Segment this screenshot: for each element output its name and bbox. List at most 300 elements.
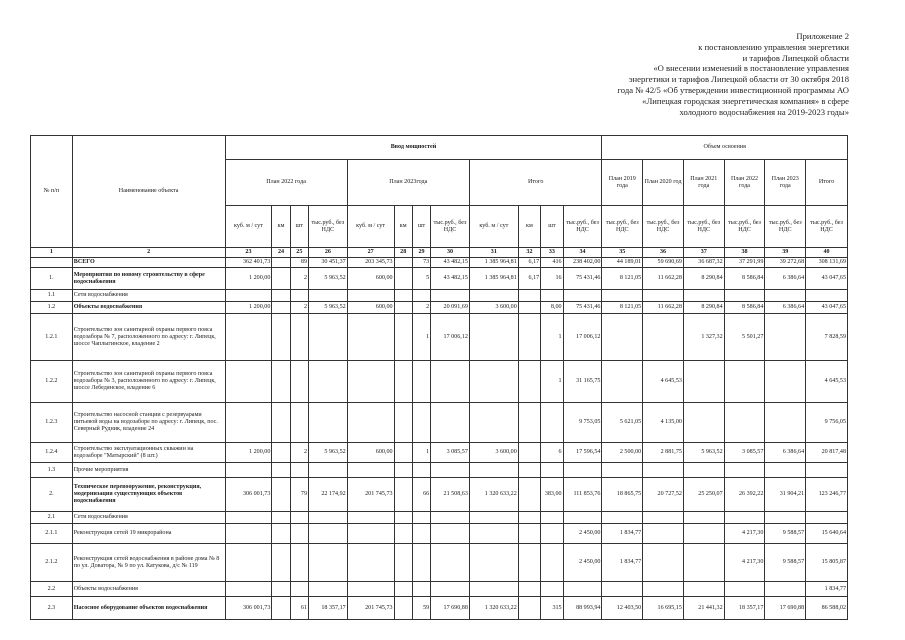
col-number: 27 <box>347 248 394 258</box>
table-cell: 3 600,00 <box>469 302 518 314</box>
table-cell <box>683 361 724 403</box>
table-cell <box>394 258 412 268</box>
table-cell <box>412 290 430 302</box>
table-cell <box>309 403 348 443</box>
table-row <box>31 403 848 443</box>
table-cell <box>225 314 272 361</box>
table-cell: 6,17 <box>518 268 540 290</box>
col-number: 28 <box>394 248 412 258</box>
table-cell <box>563 463 602 478</box>
table-cell <box>602 361 643 403</box>
table-cell <box>683 544 724 582</box>
table-cell <box>394 582 412 597</box>
table-cell <box>469 512 518 524</box>
table-cell: 12 403,50 <box>602 597 643 620</box>
row-number: 1.2.4 <box>31 443 73 463</box>
col-number: 23 <box>225 248 272 258</box>
unit-kub: куб. м / сут <box>347 206 394 248</box>
table-cell <box>518 512 540 524</box>
header-line: к постановлению управления энергетики <box>698 41 849 52</box>
table-cell: 18 357,17 <box>309 597 348 620</box>
col-header-plan2023-volume: План 2023 года <box>765 160 806 206</box>
table-cell: 600,00 <box>347 302 394 314</box>
col-header-itogo: Итого <box>469 160 602 206</box>
table-cell <box>541 290 563 302</box>
investment-table <box>30 135 848 620</box>
table-cell: 39 272,68 <box>765 258 806 268</box>
table-cell <box>765 512 806 524</box>
table-cell: 75 431,46 <box>563 268 602 290</box>
table-cell: 17 596,54 <box>563 443 602 463</box>
table-cell <box>394 597 412 620</box>
table-cell <box>272 403 290 443</box>
table-cell <box>602 582 643 597</box>
table-cell <box>602 463 643 478</box>
unit-rub: тыс.руб., без НДС <box>724 206 765 248</box>
table-cell <box>643 314 684 361</box>
table-row <box>31 582 848 597</box>
table-cell: 6 386,64 <box>765 268 806 290</box>
table-cell: 9 756,05 <box>806 403 848 443</box>
table-cell: 3 085,57 <box>431 443 470 463</box>
object-name: Прочие мероприятия <box>72 463 225 478</box>
table-cell: 8 121,05 <box>602 268 643 290</box>
unit-rub: тыс.руб., без НДС <box>806 206 848 248</box>
table-cell: 37 291,99 <box>724 258 765 268</box>
table-cell: 31 904,21 <box>765 478 806 512</box>
table-cell: 1 834,77 <box>602 544 643 582</box>
table-row <box>31 597 848 620</box>
col-number: 30 <box>431 248 470 258</box>
table-cell: 8 586,84 <box>724 268 765 290</box>
table-cell <box>765 361 806 403</box>
header-line: «О внесении изменений в постановление управления <box>653 63 849 74</box>
table-cell: 2 500,00 <box>602 443 643 463</box>
table-cell <box>518 302 540 314</box>
table-cell <box>724 290 765 302</box>
table-cell: 306 001,73 <box>225 478 272 512</box>
table-cell <box>806 512 848 524</box>
table-cell: 1 <box>412 443 430 463</box>
table-cell <box>290 361 308 403</box>
table-cell <box>290 512 308 524</box>
table-row <box>31 258 848 268</box>
table-cell <box>518 478 540 512</box>
object-name: Строительство насосной станции с резервуарами питьевой воды на водозаборе по адресу: г. Липецк, пос. Северный Рудник, владение 24 <box>72 403 225 443</box>
col-number: 40 <box>806 248 848 258</box>
table-cell: 8 290,84 <box>683 302 724 314</box>
table-cell <box>602 290 643 302</box>
table-cell: 1 385 964,81 <box>469 258 518 268</box>
table-cell <box>683 512 724 524</box>
table-row <box>31 478 848 512</box>
table-cell: 8 586,84 <box>724 302 765 314</box>
table-cell <box>394 443 412 463</box>
table-cell <box>309 463 348 478</box>
table-cell: 43 047,65 <box>806 268 848 290</box>
table-cell <box>683 403 724 443</box>
table-cell: 1 <box>412 314 430 361</box>
object-name: Строительство зон санитарной охраны первого пояса водозабора № 3, расположенного по адресу: г. Липецк, шоссе Лебедянское, владение 6 <box>72 361 225 403</box>
col-header-capacity: Ввод мощностей <box>225 136 602 160</box>
table-cell <box>806 463 848 478</box>
table-cell <box>394 314 412 361</box>
investment-table-wrapper <box>30 135 848 640</box>
table-cell: 9 753,05 <box>563 403 602 443</box>
table-cell <box>469 314 518 361</box>
table-cell: 600,00 <box>347 268 394 290</box>
table-cell <box>272 290 290 302</box>
table-cell <box>225 361 272 403</box>
table-cell <box>394 478 412 512</box>
table-cell: 7 828,59 <box>806 314 848 361</box>
table-cell <box>643 290 684 302</box>
col-number: 1 <box>31 248 73 258</box>
table-cell <box>272 478 290 512</box>
row-number: 2.1.2 <box>31 544 73 582</box>
table-cell: 21 508,63 <box>431 478 470 512</box>
table-cell: 2 450,00 <box>563 544 602 582</box>
table-cell <box>518 463 540 478</box>
table-cell <box>431 524 470 544</box>
table-cell: 4 217,30 <box>724 544 765 582</box>
table-cell <box>431 582 470 597</box>
unit-sht: шт <box>290 206 308 248</box>
object-name: Реконструкция сетей водоснабжения в районе дома № 8 по ул. Доватора, № 9 по ул. Катукова, д/с № 119 <box>72 544 225 582</box>
table-cell <box>541 463 563 478</box>
table-cell <box>394 361 412 403</box>
row-number: 1.1 <box>31 290 73 302</box>
table-cell: 2 881,75 <box>643 443 684 463</box>
table-cell <box>431 403 470 443</box>
table-cell <box>412 361 430 403</box>
table-cell <box>563 512 602 524</box>
unit-kub: куб. м / сут <box>225 206 272 248</box>
table-row <box>31 544 848 582</box>
object-name: Насосное оборудование объектов водоснабжения <box>72 597 225 620</box>
table-cell: 18 865,75 <box>602 478 643 512</box>
table-cell <box>518 361 540 403</box>
table-cell <box>518 582 540 597</box>
table-cell: 315 <box>541 597 563 620</box>
object-name: ВСЕГО <box>72 258 225 268</box>
table-cell <box>309 314 348 361</box>
table-cell: 1 200,00 <box>225 443 272 463</box>
table-cell <box>394 524 412 544</box>
table-cell <box>431 512 470 524</box>
table-cell <box>518 314 540 361</box>
table-cell <box>541 524 563 544</box>
col-header-plan2022-volume: План 2022 года <box>724 160 765 206</box>
row-number: 2.1 <box>31 512 73 524</box>
table-cell: 5 621,05 <box>602 403 643 443</box>
table-cell: 383,00 <box>541 478 563 512</box>
table-cell <box>765 582 806 597</box>
table-cell <box>347 463 394 478</box>
table-row <box>31 463 848 478</box>
object-name: Реконструкция сетей 19 микрорайона <box>72 524 225 544</box>
table-cell: 1 200,00 <box>225 302 272 314</box>
table-cell <box>347 290 394 302</box>
object-name: Сети водоснабжения <box>72 290 225 302</box>
unit-rub: тыс.руб., без НДС <box>765 206 806 248</box>
col-header-plan2021: План 2021 года <box>683 160 724 206</box>
table-cell: 123 246,77 <box>806 478 848 512</box>
table-cell <box>412 463 430 478</box>
row-number <box>31 258 73 268</box>
table-cell: 3 600,00 <box>469 443 518 463</box>
table-cell: 75 431,46 <box>563 302 602 314</box>
object-name: Строительство эксплуатационных скважин на водозаборе "Матырский" (8 шт.) <box>72 443 225 463</box>
table-cell <box>272 463 290 478</box>
table-cell <box>765 403 806 443</box>
table-cell <box>347 361 394 403</box>
table-cell <box>225 512 272 524</box>
col-header-plan2019: План 2019 года <box>602 160 643 206</box>
col-header-itogo-volume: Итого <box>806 160 848 206</box>
object-name: Строительство зон санитарной охраны первого пояса водозабора № 7, расположенного по адресу: г. Липецк, шоссе Чаплыгинское, владение 2 <box>72 314 225 361</box>
table-cell <box>347 524 394 544</box>
table-cell: 26 392,22 <box>724 478 765 512</box>
col-number: 29 <box>412 248 430 258</box>
table-cell <box>309 582 348 597</box>
table-cell <box>541 512 563 524</box>
table-cell: 2 <box>290 302 308 314</box>
unit-sht: шт <box>412 206 430 248</box>
table-cell <box>272 512 290 524</box>
row-number: 1.2.3 <box>31 403 73 443</box>
table-cell: 203 345,73 <box>347 258 394 268</box>
table-cell <box>347 403 394 443</box>
table-cell: 79 <box>290 478 308 512</box>
table-cell: 4 645,53 <box>806 361 848 403</box>
table-cell: 86 588,02 <box>806 597 848 620</box>
table-cell: 8 121,05 <box>602 302 643 314</box>
table-cell: 2 <box>412 302 430 314</box>
table-cell <box>518 290 540 302</box>
table-cell: 1 385 964,81 <box>469 268 518 290</box>
table-cell: 5 963,52 <box>309 268 348 290</box>
table-cell: 416 <box>541 258 563 268</box>
table-cell <box>518 524 540 544</box>
table-cell: 4 135,00 <box>643 403 684 443</box>
table-cell: 362 401,73 <box>225 258 272 268</box>
table-cell: 5 963,52 <box>309 302 348 314</box>
table-cell: 20 817,48 <box>806 443 848 463</box>
object-name: Техническое перевооружение, реконструкция, модернизация существующих объектов водоснабжения <box>72 478 225 512</box>
table-cell <box>469 544 518 582</box>
col-header-name: Наименование объекта <box>72 136 225 248</box>
col-header-volume: Объем освоения <box>602 136 848 160</box>
table-cell <box>602 314 643 361</box>
table-cell <box>290 544 308 582</box>
table-cell <box>724 463 765 478</box>
table-cell: 31 165,75 <box>563 361 602 403</box>
table-cell: 16 695,15 <box>643 597 684 620</box>
table-cell <box>309 290 348 302</box>
table-cell <box>518 403 540 443</box>
table-cell: 30 451,37 <box>309 258 348 268</box>
table-cell <box>643 512 684 524</box>
table-cell: 17 690,88 <box>765 597 806 620</box>
table-cell <box>290 524 308 544</box>
table-cell <box>394 302 412 314</box>
unit-km: км <box>272 206 290 248</box>
table-cell: 2 <box>290 268 308 290</box>
table-cell: 61 <box>290 597 308 620</box>
table-cell: 20 727,52 <box>643 478 684 512</box>
table-row <box>31 524 848 544</box>
table-cell <box>272 544 290 582</box>
object-name: Мероприятия по новому строительству в сфере водоснабжения <box>72 268 225 290</box>
table-cell: 5 <box>412 268 430 290</box>
table-cell <box>431 361 470 403</box>
table-cell: 20 091,69 <box>431 302 470 314</box>
table-cell <box>225 403 272 443</box>
table-cell <box>469 524 518 544</box>
header-line: года № 42/5 «Об утверждении инвестиционной программы АО <box>617 84 849 95</box>
col-number: 25 <box>290 248 308 258</box>
table-cell <box>347 314 394 361</box>
table-cell <box>225 582 272 597</box>
table-cell <box>394 512 412 524</box>
table-cell <box>563 290 602 302</box>
table-cell: 44 189,01 <box>602 258 643 268</box>
col-number: 36 <box>643 248 684 258</box>
table-cell: 5 501,27 <box>724 314 765 361</box>
table-cell: 17 006,12 <box>431 314 470 361</box>
table-cell <box>309 524 348 544</box>
table-cell: 36 687,32 <box>683 258 724 268</box>
table-cell <box>272 361 290 403</box>
object-name: Объекты водоснабжения <box>72 302 225 314</box>
table-cell <box>541 403 563 443</box>
table-cell: 1 834,77 <box>602 524 643 544</box>
table-cell <box>518 544 540 582</box>
table-cell <box>469 463 518 478</box>
table-cell <box>541 582 563 597</box>
table-cell: 88 993,94 <box>563 597 602 620</box>
table-cell: 6 386,64 <box>765 443 806 463</box>
table-cell <box>765 463 806 478</box>
table-cell <box>724 403 765 443</box>
col-number: 31 <box>469 248 518 258</box>
table-cell: 306 001,73 <box>225 597 272 620</box>
table-cell <box>290 403 308 443</box>
table-cell: 600,00 <box>347 443 394 463</box>
table-cell <box>347 544 394 582</box>
row-number: 2.1.1 <box>31 524 73 544</box>
table-cell <box>412 582 430 597</box>
row-number: 2.3 <box>31 597 73 620</box>
table-cell <box>309 512 348 524</box>
col-number: 35 <box>602 248 643 258</box>
table-cell: 1 834,77 <box>806 582 848 597</box>
object-name: Сети водоснабжения <box>72 512 225 524</box>
table-cell: 1 327,32 <box>683 314 724 361</box>
unit-rub: тыс.руб., без НДС <box>683 206 724 248</box>
table-cell: 238 402,00 <box>563 258 602 268</box>
table-cell <box>347 512 394 524</box>
table-cell: 1 <box>541 314 563 361</box>
table-cell: 5 963,52 <box>309 443 348 463</box>
table-cell <box>643 463 684 478</box>
table-cell <box>643 544 684 582</box>
table-cell: 1 <box>541 361 563 403</box>
table-row <box>31 302 848 314</box>
unit-rub: тыс.руб., без НДС <box>563 206 602 248</box>
table-cell <box>518 443 540 463</box>
table-cell: 4 217,30 <box>724 524 765 544</box>
table-row <box>31 268 848 290</box>
table-cell: 25 250,07 <box>683 478 724 512</box>
table-cell <box>724 582 765 597</box>
table-cell <box>272 597 290 620</box>
table-cell <box>469 582 518 597</box>
table-cell <box>431 463 470 478</box>
table-cell <box>290 314 308 361</box>
table-cell <box>518 597 540 620</box>
table-cell <box>431 290 470 302</box>
table-cell <box>394 268 412 290</box>
table-cell: 73 <box>412 258 430 268</box>
object-name: Объекты водоснабжения <box>72 582 225 597</box>
table-cell: 111 853,76 <box>563 478 602 512</box>
table-cell: 3 085,57 <box>724 443 765 463</box>
table-cell: 9 588,57 <box>765 544 806 582</box>
table-cell <box>683 290 724 302</box>
col-header-plan2020: План 2020 год <box>643 160 684 206</box>
table-cell <box>724 361 765 403</box>
table-cell <box>765 314 806 361</box>
unit-sht: шт <box>541 206 563 248</box>
table-cell: 8,00 <box>541 302 563 314</box>
table-cell <box>563 582 602 597</box>
table-cell <box>541 544 563 582</box>
table-cell: 201 745,73 <box>347 478 394 512</box>
table-cell <box>309 361 348 403</box>
col-number: 39 <box>765 248 806 258</box>
table-cell: 11 662,28 <box>643 268 684 290</box>
table-cell: 2 450,00 <box>563 524 602 544</box>
unit-km: км <box>518 206 540 248</box>
table-cell <box>290 463 308 478</box>
header-line: и тарифов Липецкой области <box>742 52 849 63</box>
table-cell: 43 482,15 <box>431 258 470 268</box>
col-number: 32 <box>518 248 540 258</box>
row-number: 1.2.2 <box>31 361 73 403</box>
col-header-num: № п/п <box>31 136 73 248</box>
table-cell <box>272 524 290 544</box>
table-cell: 1 320 633,22 <box>469 597 518 620</box>
table-cell <box>469 403 518 443</box>
table-cell: 59 690,69 <box>643 258 684 268</box>
table-cell: 43 482,15 <box>431 268 470 290</box>
row-number: 1.3 <box>31 463 73 478</box>
unit-km: км <box>394 206 412 248</box>
table-cell <box>225 524 272 544</box>
unit-rub: тыс.руб., без НДС <box>309 206 348 248</box>
table-cell: 22 174,92 <box>309 478 348 512</box>
table-cell <box>290 290 308 302</box>
row-number: 1.2.1 <box>31 314 73 361</box>
table-cell <box>272 314 290 361</box>
table-cell: 43 047,65 <box>806 302 848 314</box>
table-cell <box>683 463 724 478</box>
table-cell: 21 441,32 <box>683 597 724 620</box>
table-row <box>31 443 848 463</box>
row-number: 1.2 <box>31 302 73 314</box>
